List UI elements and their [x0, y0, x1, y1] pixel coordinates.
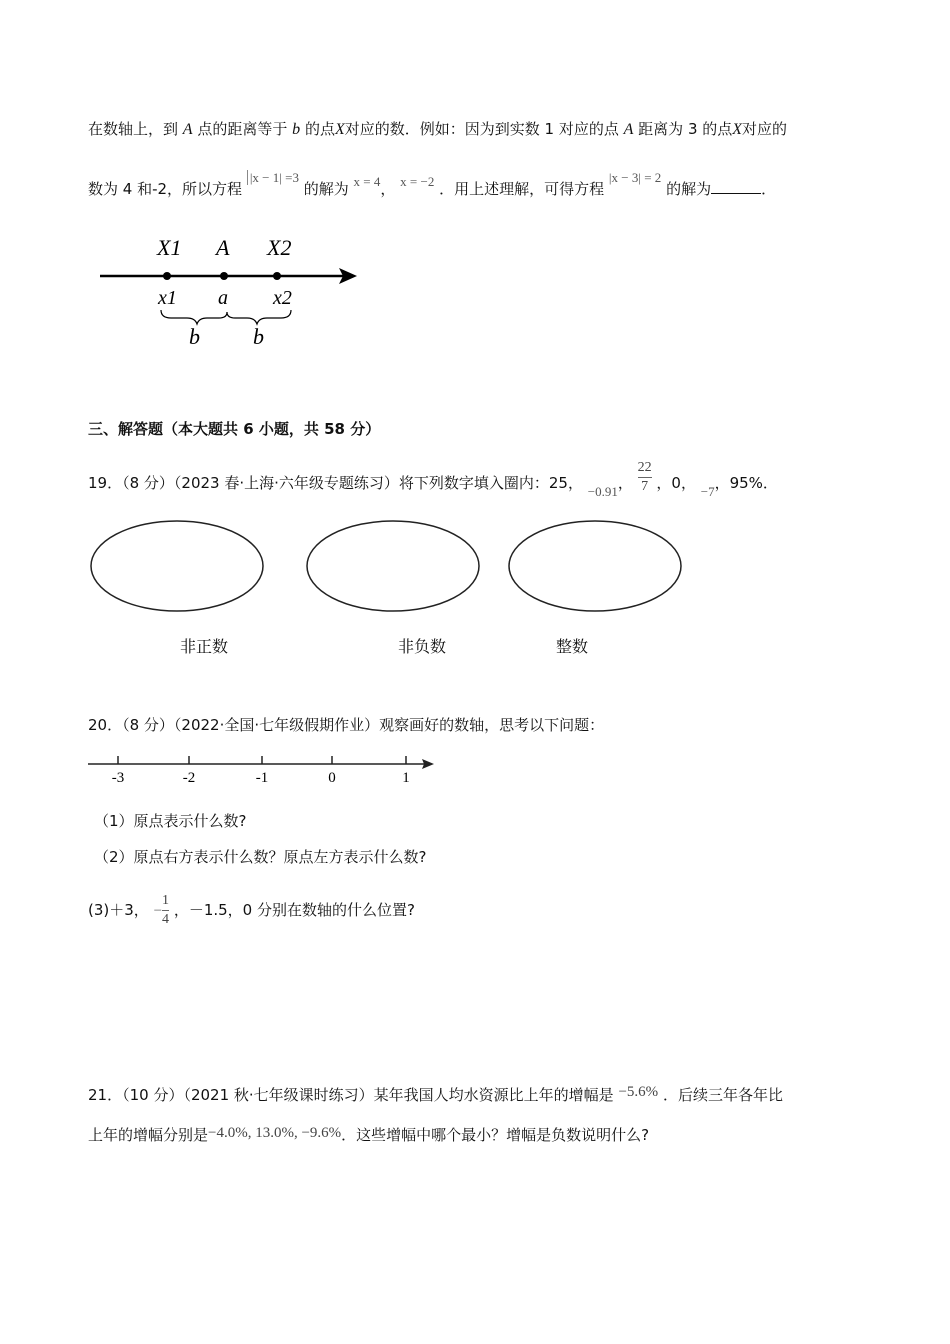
point-a	[220, 272, 228, 280]
oval-integer[interactable]	[509, 521, 681, 611]
tick-label: -2	[182, 770, 196, 786]
label-a: a	[218, 287, 228, 309]
q20-text: 20．（8 分）（2022·全国·七年级假期作业）观察画好的数轴，思考以下问题：	[88, 716, 605, 734]
tick-label: -1	[255, 770, 269, 786]
q19-text: 19．（8 分）（2023 春·上海·六年级专题练习）将下列数字填入圈内：25， −0.91， $\frac{22}{7}$ ，0， −7，95%．	[88, 460, 778, 499]
brace-right	[227, 310, 291, 324]
brace-left	[161, 310, 227, 324]
label-x1: x1	[158, 287, 177, 309]
label-x2: x2	[273, 287, 292, 309]
q21-line1: 21．（10 分）（2021 秋·七年级课时练习）某年我国人均水资源比上年的增幅是 −5.6% ．后续三年各年比	[88, 1084, 783, 1104]
label-X2: X2	[267, 235, 292, 260]
oval-label-non-positive: 非正数	[180, 637, 229, 656]
q21-rate0: −5.6%	[618, 1084, 659, 1100]
oval-label-integer: 整数	[556, 637, 589, 656]
distance-diagram	[95, 232, 375, 357]
tick-label: -3	[111, 770, 125, 786]
q21-line2: 上年的增幅分别是−4.0%, 13.0%, −9.6%．这些增幅中哪个最小？增幅是负数说明什么?	[88, 1125, 650, 1144]
equation-1: |x − 1| =3	[247, 170, 299, 185]
section-title: 三、解答题（本大题共 6 小题，共 58 分）	[88, 420, 381, 438]
fraction-1-4: $\frac{1}{4}$	[162, 893, 170, 927]
label-X1: X1	[157, 235, 182, 260]
q20-sub3: (3)＋3， − $\frac{1}{4}$ ，－1.5，0 分别在数轴的什么位置?	[88, 893, 415, 927]
q20-number-line	[88, 752, 443, 786]
equation-2: |x − 3| = 2	[608, 170, 662, 185]
q20-sub2: （2）原点右方表示什么数？原点左方表示什么数?	[94, 848, 427, 866]
point-x2	[273, 272, 281, 280]
brace-label-left: b	[189, 324, 200, 349]
solution-2: x = −2	[400, 174, 435, 189]
prev-question-line1: 在数轴上，到 A 点的距离等于 b 的点X对应的数．例如：因为到实数 1 对应的点 A 距离为 3 的点X对应的	[88, 120, 788, 138]
brace-label-right: b	[253, 324, 264, 349]
fraction-22-7: $\frac{22}{7}$	[637, 460, 652, 494]
answer-blank[interactable]	[711, 179, 761, 194]
point-x1	[163, 272, 171, 280]
q19-n1: −0.91	[587, 484, 618, 499]
oval-non-positive[interactable]	[91, 521, 263, 611]
oval-label-non-negative: 非负数	[398, 637, 447, 656]
prev-question-line2: 数为 4 和-2，所以方程 |x − 1| =3 的解为 x = 4， x = −2 ．用上述理解，可得方程 |x − 3| = 2 的解为 ．	[88, 170, 777, 198]
q19-ovals	[85, 518, 690, 618]
oval-non-negative[interactable]	[307, 521, 479, 611]
tick-label: 0	[328, 770, 336, 786]
q21-rates: −4.0%, 13.0%, −9.6%	[208, 1125, 342, 1141]
solution-1: x = 4	[353, 174, 381, 189]
q20-sub1: （1）原点表示什么数?	[94, 812, 247, 830]
tick-label: 1	[402, 770, 410, 786]
label-A: A	[216, 235, 230, 260]
q19-n2: −7	[700, 484, 715, 499]
